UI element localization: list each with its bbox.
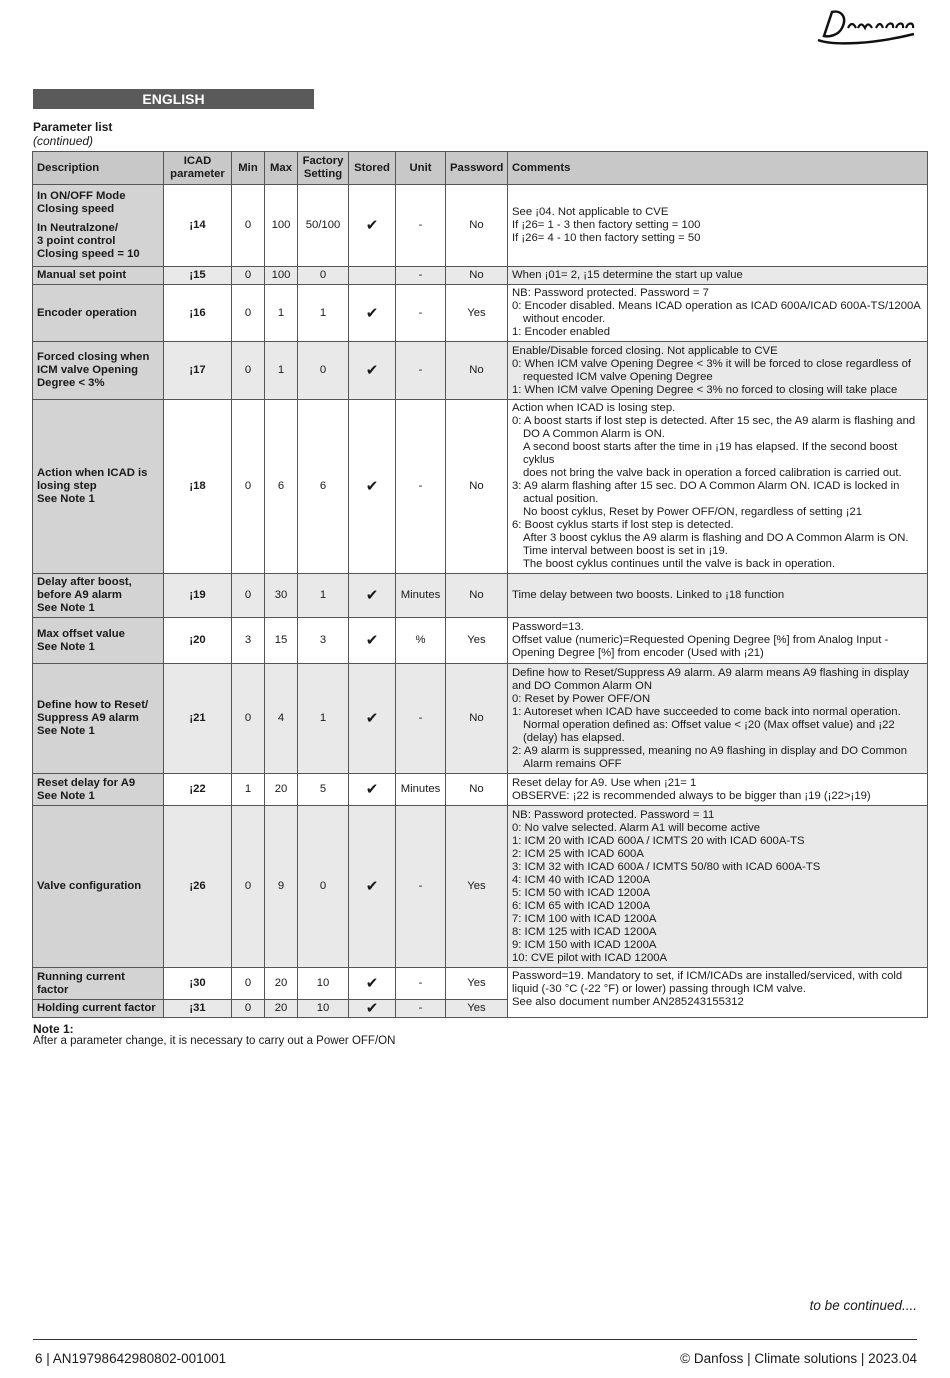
- cell-max: 6: [265, 400, 298, 574]
- comment-line: and DO Common Alarm ON: [512, 679, 652, 692]
- col-header-icad-parameter: ICAD parameter: [164, 152, 232, 185]
- description-line: losing step: [37, 480, 97, 492]
- comment-line: Normal operation defined as: Offset value < ¡20 (Max offset value) and ¡22: [523, 718, 895, 731]
- comment-line: (delay) has elapsed.: [523, 731, 625, 744]
- table-row: [33, 185, 928, 267]
- comment-line: 3: ICM 32 with ICAD 600A / ICMTS 50/80 with ICAD 600A-TS: [512, 860, 821, 873]
- description-line: In Neutralzone/: [37, 222, 118, 234]
- checkmark-icon: ✔: [349, 400, 396, 574]
- description-line: Degree < 3%: [37, 377, 105, 389]
- comment-line: If ¡26= 1 - 3 then factory setting = 100: [512, 219, 701, 231]
- comment-line: 0: Reset by Power OFF/ON: [512, 692, 651, 705]
- description-line: See Note 1: [37, 640, 95, 653]
- cell-min: 0: [232, 664, 265, 774]
- cell-max: 9: [265, 806, 298, 968]
- comment-line: NB: Password protected. Password = 11: [512, 808, 715, 821]
- col-header-stored: Stored: [349, 152, 396, 185]
- cell-max: 20: [265, 1000, 298, 1018]
- cell-icad-parameter: ¡31: [164, 1000, 232, 1018]
- row-description: [33, 285, 164, 342]
- cell-max: 1: [265, 342, 298, 400]
- row-description: [33, 574, 164, 618]
- note-text: After a parameter change, it is necessary to carry out a Power OFF/ON: [33, 1035, 396, 1047]
- comment-line: 1: Autoreset when ICAD have succeeded to come back into normal operation.: [512, 705, 901, 718]
- cell-icad-parameter: ¡16: [164, 285, 232, 342]
- row-comments: [508, 285, 928, 342]
- cell-factory-setting: 10: [298, 968, 349, 1000]
- description-line: Running current: [37, 970, 125, 983]
- cell-unit: -: [396, 267, 446, 285]
- comment-line: Password=19. Mandatory to set, if ICM/ICADs are installed/serviced, with cold: [512, 970, 903, 982]
- cell-max: 4: [265, 664, 298, 774]
- comment-line: Action when ICAD is losing step.: [512, 402, 676, 414]
- cell-min: 0: [232, 185, 265, 267]
- cell-min: 1: [232, 774, 265, 806]
- cell-min: 0: [232, 267, 265, 285]
- table-row: [33, 400, 928, 574]
- description-line: Closing speed = 10: [37, 248, 140, 260]
- comment-line: liquid (-30 °C (-22 °F) or lower) passing through ICM valve.: [512, 983, 807, 995]
- description-line: Reset delay for A9: [37, 776, 136, 789]
- comment-line: When ¡01= 2, ¡15 determine the start up value: [512, 269, 743, 281]
- row-description: [33, 342, 164, 400]
- comment-line: Reset delay for A9. Use when ¡21= 1: [512, 776, 697, 789]
- comment-line: Alarm remains OFF: [523, 757, 622, 770]
- cell-icad-parameter: ¡14: [164, 185, 232, 267]
- comment-line: Enable/Disable forced closing. Not applicable to CVE: [512, 344, 778, 357]
- cell-password: Yes: [446, 806, 508, 968]
- description-line: See Note 1: [37, 725, 95, 737]
- comment-line: See also document number AN285243155312: [512, 996, 744, 1008]
- table-header-row: [33, 152, 928, 185]
- col-header-description: Description: [33, 152, 164, 185]
- cell-factory-setting: 3: [298, 618, 349, 664]
- checkmark-icon: ✔: [349, 185, 396, 267]
- comment-line: 9: ICM 150 with ICAD 1200A: [512, 938, 657, 951]
- cell-password: No: [446, 400, 508, 574]
- cell-icad-parameter: ¡30: [164, 968, 232, 1000]
- checkmark-icon: ✔: [349, 285, 396, 342]
- comment-line: Time interval between boost is set in ¡19.: [523, 545, 728, 557]
- checkmark-icon: ✔: [349, 618, 396, 664]
- row-description: [33, 1000, 164, 1018]
- col-header-min: Min: [232, 152, 265, 185]
- comment-line: 0: When ICM valve Opening Degree < 3% it will be forced to close regardless of: [512, 357, 912, 370]
- row-comments: [508, 342, 928, 400]
- cell-min: 0: [232, 968, 265, 1000]
- cell-min: 0: [232, 400, 265, 574]
- row-comments: [508, 664, 928, 774]
- description-line: Holding current factor: [37, 1002, 156, 1014]
- table-row: [33, 285, 928, 342]
- comment-line: Offset value (numeric)=Requested Opening Degree [%] from Analog Input -: [512, 634, 889, 646]
- checkmark-icon: ✔: [349, 774, 396, 806]
- parameter-list-title: Parameter list: [33, 120, 113, 134]
- row-comments: [508, 185, 928, 267]
- cell-min: 0: [232, 285, 265, 342]
- footer-divider: [33, 1339, 917, 1340]
- comment-line: 6: Boost cyklus starts if lost step is detected.: [512, 519, 734, 531]
- checkmark-icon: ✔: [349, 342, 396, 400]
- row-description: [33, 618, 164, 664]
- description-line: See Note 1: [37, 493, 95, 505]
- comment-line: The boost cyklus continues until the valve is back in operation.: [523, 558, 836, 570]
- cell-unit: %: [396, 618, 446, 664]
- cell-unit: -: [396, 342, 446, 400]
- cell-password: No: [446, 664, 508, 774]
- description-line: Suppress A9 alarm: [37, 712, 139, 724]
- row-comments: [508, 774, 928, 806]
- cell-max: 100: [265, 267, 298, 285]
- comment-line: Password=13.: [512, 621, 584, 633]
- row-comments: [508, 618, 928, 664]
- comment-line: NB: Password protected. Password = 7: [512, 287, 709, 299]
- cell-unit: -: [396, 1000, 446, 1018]
- row-description: [33, 400, 164, 574]
- cell-unit: Minutes: [396, 774, 446, 806]
- description-line: Manual set point: [37, 269, 127, 281]
- comment-line: requested ICM valve Opening Degree: [523, 370, 713, 383]
- cell-max: 1: [265, 285, 298, 342]
- comment-line: 0: A boost starts if lost step is detected. After 15 sec, the A9 alarm is flashing and: [512, 415, 916, 427]
- comment-line: OBSERVE: ¡22 is recommended always to be bigger than ¡19 (¡22>¡19): [512, 789, 871, 802]
- description-line: Encoder operation: [37, 306, 137, 319]
- cell-password: No: [446, 574, 508, 618]
- cell-factory-setting: 6: [298, 400, 349, 574]
- table-row: [33, 574, 928, 618]
- table-row: [33, 968, 928, 1000]
- cell-icad-parameter: ¡17: [164, 342, 232, 400]
- cell-unit: -: [396, 968, 446, 1000]
- comment-line: 0: No valve selected. Alarm A1 will become active: [512, 821, 761, 834]
- comment-line: actual position.: [523, 493, 599, 505]
- cell-max: 20: [265, 968, 298, 1000]
- row-description: [33, 774, 164, 806]
- table-row: [33, 618, 928, 664]
- cell-factory-setting: 50/100: [298, 185, 349, 267]
- col-header-password: Password: [446, 152, 508, 185]
- cell-icad-parameter: ¡22: [164, 774, 232, 806]
- language-label: ENGLISH: [33, 89, 314, 109]
- description-line: ICM valve Opening: [37, 364, 139, 376]
- comment-line: 1: When ICM valve Opening Degree < 3% no forced to closing will take place: [512, 383, 898, 396]
- comment-line: If ¡26= 4 - 10 then factory setting = 50: [512, 232, 701, 244]
- comment-line: Opening Degree [%] from encoder (Used with ¡21): [512, 647, 764, 659]
- row-description: [33, 267, 164, 285]
- cell-password: No: [446, 342, 508, 400]
- description-line: In ON/OFF Mode: [37, 190, 126, 202]
- comment-line: 1: Encoder enabled: [512, 326, 610, 338]
- row-description: [33, 185, 164, 267]
- description-line: before A9 alarm: [37, 589, 122, 601]
- comment-line: 2: A9 alarm is suppressed, meaning no A9 flashing in display and DO Common: [512, 744, 907, 757]
- comment-line: DO A Common Alarm is ON.: [523, 428, 665, 440]
- parameter-table: [32, 151, 928, 1018]
- cell-min: 0: [232, 342, 265, 400]
- col-header-factory-setting: Factory Setting: [298, 152, 349, 185]
- col-header-max: Max: [265, 152, 298, 185]
- description-line: Forced closing when: [37, 351, 150, 363]
- cell-unit: Minutes: [396, 574, 446, 618]
- comment-line: does not bring the valve back in operation a forced calibration is carried out.: [523, 467, 902, 479]
- comment-line: No boost cyklus, Reset by Power OFF/ON, regardless of setting ¡21: [523, 506, 863, 518]
- cell-icad-parameter: ¡20: [164, 618, 232, 664]
- description-line: factor: [37, 983, 69, 996]
- description-line: 3 point control: [37, 235, 116, 247]
- cell-factory-setting: 1: [298, 285, 349, 342]
- cell-max: 30: [265, 574, 298, 618]
- row-comments: [508, 806, 928, 968]
- description-line: Action when ICAD is: [37, 467, 148, 479]
- note-title: Note 1:: [33, 1022, 74, 1036]
- cell-icad-parameter: ¡15: [164, 267, 232, 285]
- cell-password: Yes: [446, 618, 508, 664]
- checkmark-icon: ✔: [349, 806, 396, 968]
- cell-icad-parameter: ¡19: [164, 574, 232, 618]
- checkmark-icon: ✔: [349, 968, 396, 1000]
- cell-factory-setting: 1: [298, 664, 349, 774]
- cell-min: 0: [232, 1000, 265, 1018]
- cell-max: 15: [265, 618, 298, 664]
- danfoss-logo: [814, 6, 918, 46]
- comment-line: without encoder.: [523, 313, 606, 325]
- cell-password: Yes: [446, 968, 508, 1000]
- cell-password: Yes: [446, 1000, 508, 1018]
- comment-line: 3: A9 alarm flashing after 15 sec. DO A Common Alarm ON. ICAD is locked in: [512, 480, 900, 492]
- cell-max: 20: [265, 774, 298, 806]
- cell-password: No: [446, 774, 508, 806]
- comment-line: 0: Encoder disabled. Means ICAD operation as ICAD 600A/ICAD 600A-TS/1200A: [512, 300, 921, 312]
- comment-line: Time delay between two boosts. Linked to ¡18 function: [512, 589, 785, 601]
- cell-password: No: [446, 185, 508, 267]
- comment-line: 4: ICM 40 with ICAD 1200A: [512, 873, 651, 886]
- description-line: See Note 1: [37, 602, 95, 614]
- description-line: Max offset value: [37, 627, 125, 640]
- cell-unit: -: [396, 185, 446, 267]
- comment-line: Define how to Reset/Suppress A9 alarm. A9 alarm means A9 flashing in display: [512, 666, 909, 679]
- comment-line: A second boost starts after the time in ¡19 has elapsed. If the second boost cyklus: [523, 441, 898, 466]
- footer-copyright: © Danfoss | Climate solutions | 2023.04: [680, 1351, 917, 1366]
- comment-line: See ¡04. Not applicable to CVE: [512, 206, 669, 218]
- cell-password: No: [446, 267, 508, 285]
- cell-icad-parameter: ¡18: [164, 400, 232, 574]
- cell-unit: -: [396, 664, 446, 774]
- cell-unit: -: [396, 285, 446, 342]
- comment-line: After 3 boost cyklus the A9 alarm is flashing and DO A Common Alarm is ON.: [523, 532, 909, 544]
- col-header-unit: Unit: [396, 152, 446, 185]
- cell-factory-setting: 0: [298, 267, 349, 285]
- footer-document-id: 6 | AN19798642980802-001001: [35, 1351, 227, 1366]
- table-row: [33, 342, 928, 400]
- row-description: [33, 806, 164, 968]
- cell-icad-parameter: ¡26: [164, 806, 232, 968]
- cell-factory-setting: 5: [298, 774, 349, 806]
- cell-unit: -: [396, 400, 446, 574]
- parameter-list-subtitle: (continued): [33, 134, 94, 148]
- row-comments: [508, 574, 928, 618]
- table-row: [33, 664, 928, 774]
- cell-max: 100: [265, 185, 298, 267]
- description-line: Define how to Reset/: [37, 699, 149, 711]
- cell-password: Yes: [446, 285, 508, 342]
- cell-min: 0: [232, 806, 265, 968]
- comment-line: 10: CVE pilot with ICAD 1200A: [512, 951, 668, 964]
- row-comments: [508, 968, 928, 1018]
- description-line: Delay after boost,: [37, 576, 132, 588]
- row-comments: [508, 267, 928, 285]
- comment-line: 8: ICM 125 with ICAD 1200A: [512, 925, 657, 938]
- table-row: [33, 774, 928, 806]
- continued-label: to be continued....: [809, 1298, 917, 1313]
- cell-min: 3: [232, 618, 265, 664]
- cell-icad-parameter: ¡21: [164, 664, 232, 774]
- cell-min: 0: [232, 574, 265, 618]
- cell-factory-setting: 10: [298, 1000, 349, 1018]
- table-row: [33, 806, 928, 968]
- comment-line: 2: ICM 25 with ICAD 600A: [512, 847, 644, 860]
- cell-unit: -: [396, 806, 446, 968]
- cell-factory-setting: 1: [298, 574, 349, 618]
- checkmark-icon: ✔: [349, 574, 396, 618]
- row-comments: [508, 400, 928, 574]
- checkmark-icon: ✔: [349, 1000, 396, 1018]
- description-line: See Note 1: [37, 789, 95, 802]
- comment-line: 7: ICM 100 with ICAD 1200A: [512, 912, 657, 925]
- cell-factory-setting: 0: [298, 806, 349, 968]
- comment-line: 6: ICM 65 with ICAD 1200A: [512, 899, 651, 912]
- col-header-comments: Comments: [508, 152, 928, 185]
- description-line: Closing speed: [37, 203, 115, 215]
- comment-line: 5: ICM 50 with ICAD 1200A: [512, 886, 651, 899]
- row-description: [33, 664, 164, 774]
- row-description: [33, 968, 164, 1000]
- checkmark-icon: ✔: [349, 664, 396, 774]
- description-line: Valve configuration: [37, 880, 142, 892]
- table-row: [33, 267, 928, 285]
- cell-stored: [349, 267, 396, 285]
- cell-factory-setting: 0: [298, 342, 349, 400]
- comment-line: 1: ICM 20 with ICAD 600A / ICMTS 20 with ICAD 600A-TS: [512, 834, 805, 847]
